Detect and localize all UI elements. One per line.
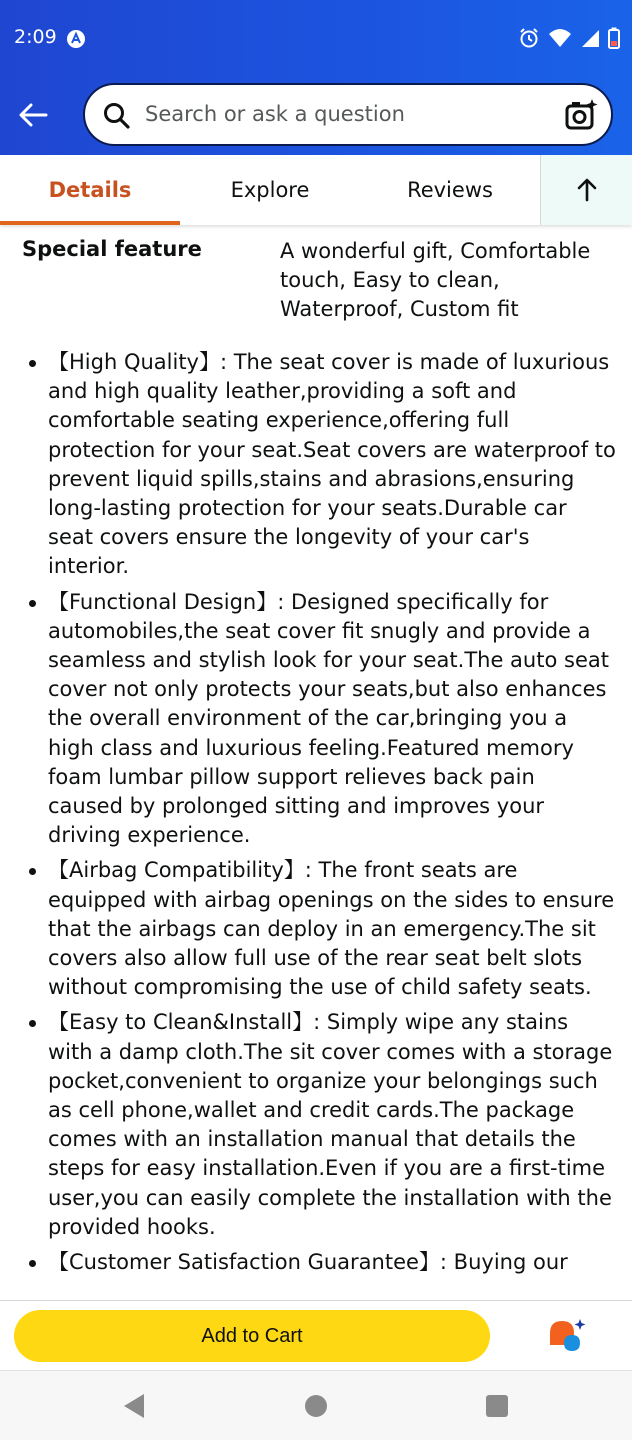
rufus-assistant-icon[interactable] <box>546 1317 590 1357</box>
add-to-cart-button[interactable]: Add to Cart <box>14 1310 490 1362</box>
status-bar <box>0 0 632 80</box>
tab-details[interactable] <box>0 155 180 225</box>
feature-bullets <box>0 348 632 1300</box>
search-input[interactable] <box>83 83 613 146</box>
app-notification-icon <box>66 29 86 49</box>
search-placeholder: Search or ask a question <box>145 102 405 126</box>
nav-home-icon[interactable] <box>305 1395 327 1417</box>
wifi-icon <box>548 27 572 49</box>
tab-details-label: Details <box>48 178 132 202</box>
signal-icon <box>580 28 600 48</box>
feature-bullet: 【Functional Design】: Designed specifically for automobiles,the seat cover fit snugly and provide a seamless and stylish look for your seat.The auto seat cover not only protects your seats,but also enhances the overall environment of the car,bringing you a high class and luxurious feeling.Featured memory foam lumbar pillow support relieves back pain caused by prolonged sitting and improves your driving experience. <box>0 588 632 851</box>
status-icons <box>518 27 620 49</box>
back-button[interactable] <box>14 96 52 134</box>
feature-bullet: 【High Quality】: The seat cover is made of luxurious and high quality leather,providing a soft and comfortable seating experience,offering full protection for your seat.Seat covers are waterproof to prevent liquid spills,stains and abrasions,ensuring long-lasting protection for your seats.Durable car seat covers ensure the longevity of your car's interior. <box>0 348 632 582</box>
cart-bar <box>0 1300 632 1370</box>
alarm-icon <box>518 27 540 49</box>
scroll-to-top-button[interactable] <box>540 155 632 225</box>
system-nav-bar <box>0 1370 632 1440</box>
feature-bullet: 【Customer Satisfaction Guarantee】: Buying our <box>0 1248 632 1277</box>
battery-icon <box>608 27 620 49</box>
spec-label: Special feature <box>22 237 202 261</box>
tab-explore-label: Explore <box>230 178 310 202</box>
arrow-left-icon <box>18 103 48 127</box>
feature-bullet: 【Easy to Clean&Install】: Simply wipe any stains with a damp cloth.The sit cover comes with a storage pocket,convenient to organize your belongings such as cell phone,wallet and credit cards.The package comes with an installation manual that details the steps for easy installation.Even if you are a first-time user,you can easily complete the installation with the provided hooks. <box>0 1008 632 1242</box>
search-header <box>0 80 632 155</box>
nav-recent-apps-icon[interactable] <box>486 1395 508 1417</box>
tab-reviews-label: Reviews <box>407 178 493 202</box>
camera-lens-icon[interactable] <box>564 98 598 132</box>
search-icon <box>103 102 131 130</box>
tab-reviews[interactable] <box>360 155 540 225</box>
status-time: 2:09 <box>14 26 57 48</box>
nav-back-icon[interactable] <box>122 1393 146 1419</box>
tab-bar <box>0 155 632 225</box>
tab-explore[interactable] <box>180 155 360 225</box>
active-tab-indicator <box>0 221 180 225</box>
feature-bullet: 【Airbag Compatibility】: The front seats are equipped with airbag openings on the sides to ensure that the airbags can deploy in an emergency.The sit covers also allow full use of the rear seat belt slots without compromising the use of child safety seats. <box>0 856 632 1002</box>
arrow-up-icon <box>576 178 598 202</box>
spec-value: A wonderful gift, Comfortable touch, Easy to clean, Waterproof, Custom fit <box>280 239 591 321</box>
